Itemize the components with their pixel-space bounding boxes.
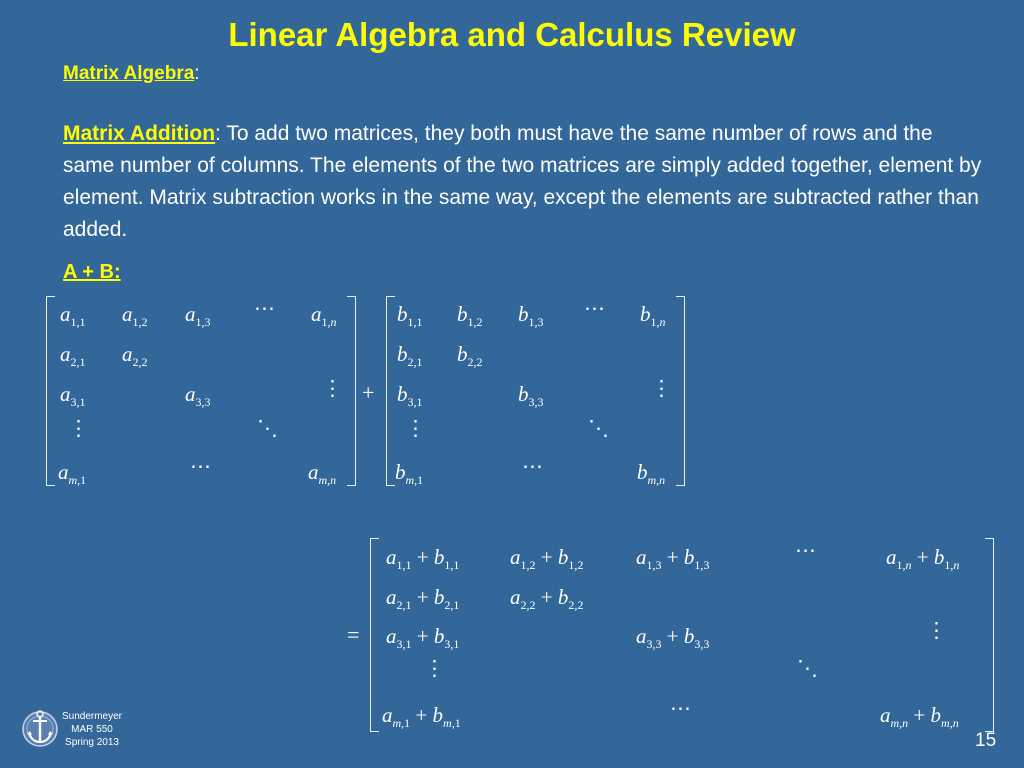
matrix-a-ddots: ⋱ [257, 416, 278, 440]
matrix-b-left-bracket [386, 296, 395, 486]
footer-author: Sundermeyer [61, 711, 123, 722]
footer-course: MAR 550 [71, 724, 113, 735]
matrix-a-cell: $a_{2,2}$ [122, 342, 148, 369]
page-number: 15 [975, 730, 997, 751]
matrix-b-cell: $b_{1,3}$ [518, 302, 544, 329]
matrix-b-cell: $b_{m,n}$ [637, 460, 666, 487]
matrix-b-cell: $b_{1,n}$ [640, 302, 666, 329]
matrix-sum-cell: $a_{1,3} + b_{1,3}$ [636, 545, 710, 572]
matrix-b-cell: $b_{3,3}$ [518, 382, 544, 409]
matrix-a-hdots: ⋯ [190, 454, 211, 478]
matrix-b-ddots: ⋱ [588, 416, 609, 440]
matrix-sum-cell: $a_{3,1} + b_{3,1}$ [386, 624, 460, 651]
footer-term: Spring 2013 [65, 737, 119, 748]
matrix-sum-cell: $a_{1,2} + b_{1,2}$ [510, 545, 584, 572]
matrix-a-cell: $a_{3,1}$ [60, 382, 86, 409]
plus-sign: + [362, 380, 375, 405]
a-plus-b-heading [63, 258, 121, 286]
matrix-a-cell: $a_{1,n}$ [311, 302, 337, 329]
matrix-b-cell: $b_{2,2}$ [457, 342, 483, 369]
matrix-sum-cell: $a_{3,3} + b_{3,3}$ [636, 624, 710, 651]
matrix-b-cell: $b_{m,1}$ [395, 460, 424, 487]
matrix-sum-right-bracket [985, 538, 994, 732]
equals-sign: = [347, 622, 360, 647]
matrix-a-cell: $a_{3,3}$ [185, 382, 211, 409]
matrix-sum-cell: $a_{m,1} + b_{m,1}$ [382, 703, 461, 730]
matrix-algebra-heading [63, 60, 200, 88]
matrix-addition-text: : To add two matrices, they both must have the same number of rows and the same number of columns. The elements of the two matrices are simply added together, element by element. Matrix subtraction works in the same way, except the elements are subtracted rather than added. [63, 122, 982, 241]
matrix-sum-cell: $a_{m,n} + b_{m,n}$ [880, 703, 959, 730]
matrix-b-hdots: ⋯ [522, 454, 543, 478]
matrix-sum-hdots: ⋯ [795, 538, 816, 562]
matrix-b-vdots: ⋮ [651, 376, 672, 400]
slide-title: Linear Algebra and Calculus Review [228, 16, 796, 53]
matrix-a-vdots: ⋮ [68, 416, 89, 440]
matrix-sum-ddots: ⋱ [797, 656, 818, 680]
matrix-sum-left-bracket [370, 538, 379, 732]
matrix-b-vdots: ⋮ [405, 416, 426, 440]
matrix-addition-paragraph [63, 118, 983, 246]
matrix-b-right-bracket [676, 296, 685, 486]
matrix-a-right-bracket [347, 296, 356, 486]
matrix-sum-cell: $a_{2,2} + b_{2,2}$ [510, 585, 584, 612]
a-plus-b-label: A + B: [63, 261, 121, 283]
matrix-sum-cell: $a_{1,n} + b_{1,n}$ [886, 545, 960, 572]
matrix-b-hdots: ⋯ [584, 296, 605, 320]
footer-credits [60, 710, 124, 749]
matrix-sum-cell: $a_{2,1} + b_{2,1}$ [386, 585, 460, 612]
matrix-b-cell: $b_{2,1}$ [397, 342, 423, 369]
matrix-b-cell: $b_{1,1}$ [397, 302, 423, 329]
matrix-a-cell: $a_{m,1}$ [58, 460, 87, 487]
matrix-sum-hdots: ⋯ [670, 696, 691, 720]
matrix-b-cell: $b_{1,2}$ [457, 302, 483, 329]
matrix-a-cell: $a_{2,1}$ [60, 342, 86, 369]
matrix-algebra-label: Matrix Algebra [63, 63, 195, 84]
matrix-addition-label: Matrix Addition [63, 122, 216, 145]
anchor-seal-icon [20, 705, 60, 751]
matrix-sum-vdots: ⋮ [424, 656, 445, 680]
matrix-sum-cell: $a_{1,1} + b_{1,1}$ [386, 545, 460, 572]
matrix-algebra-colon: : [194, 63, 200, 84]
matrix-a-cell: $a_{m,n}$ [308, 460, 337, 487]
matrix-a-cell: $a_{1,2}$ [122, 302, 148, 329]
matrix-sum-vdots: ⋮ [926, 618, 947, 642]
matrix-b-cell: $b_{3,1}$ [397, 382, 423, 409]
matrix-a-hdots: ⋯ [254, 296, 275, 320]
matrix-a-left-bracket [46, 296, 55, 486]
matrix-a-cell: $a_{1,3}$ [185, 302, 211, 329]
matrix-a-cell: $a_{1,1}$ [60, 302, 86, 329]
matrix-a-vdots: ⋮ [322, 376, 343, 400]
